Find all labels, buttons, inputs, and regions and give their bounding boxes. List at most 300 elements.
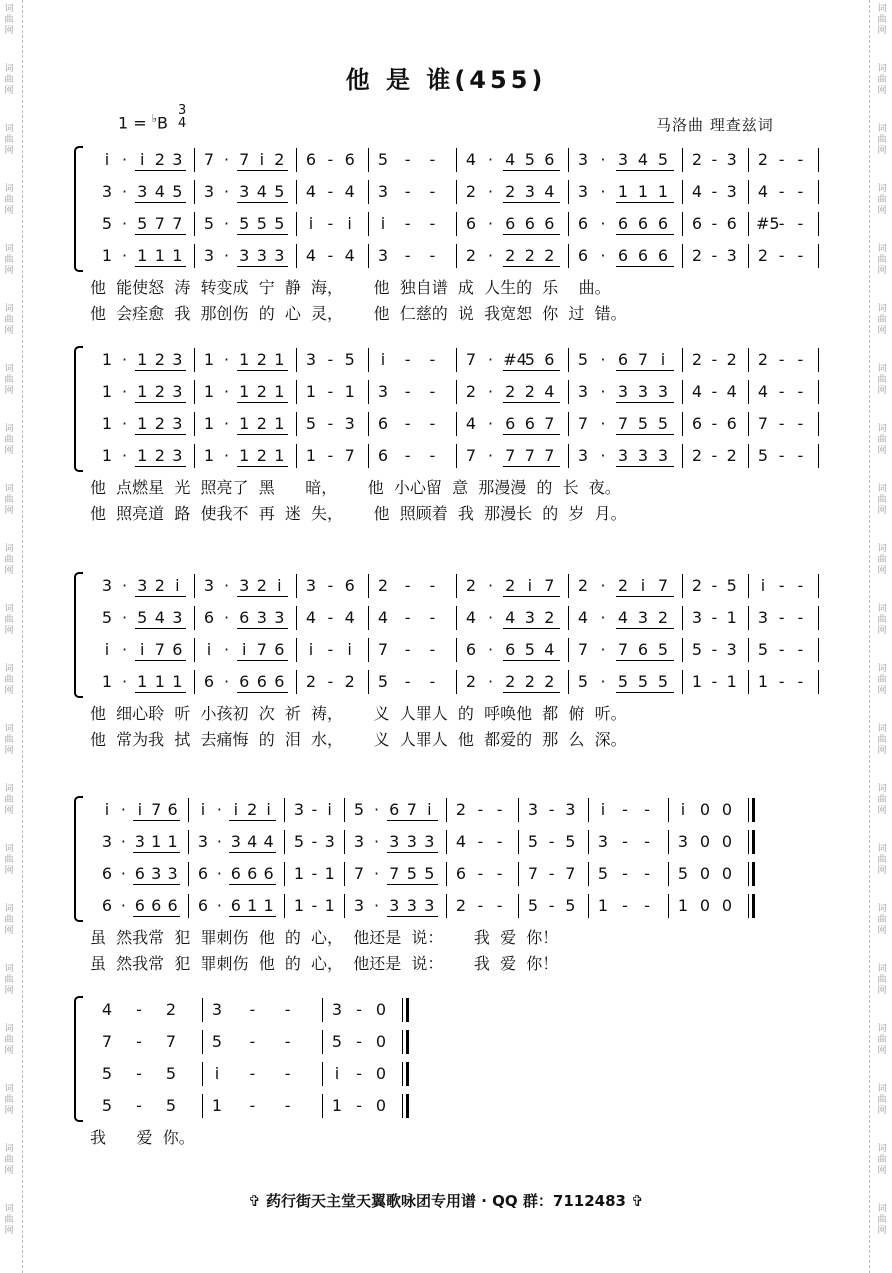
watermark-text xyxy=(3,484,15,517)
barline xyxy=(568,412,569,436)
note: 4 xyxy=(305,182,317,201)
note: 2 xyxy=(691,446,703,465)
system-brace xyxy=(74,796,83,922)
barline xyxy=(588,798,589,822)
barline xyxy=(296,180,297,204)
watermark-text xyxy=(876,724,888,757)
note: - xyxy=(404,350,411,369)
note: - xyxy=(711,150,718,169)
watermark-char: 词 xyxy=(877,544,887,554)
barline xyxy=(296,148,297,172)
lyric-line: 他 点燃星 光 照亮了 黑 暗， 他 小心留 意 那漫漫 的 长 夜。 xyxy=(90,478,621,497)
note: · xyxy=(224,350,230,369)
barline xyxy=(296,638,297,662)
barline xyxy=(682,180,683,204)
barline xyxy=(194,444,195,468)
barline xyxy=(456,212,457,236)
note: 2 xyxy=(256,446,267,465)
note: 7 xyxy=(154,214,165,233)
barline xyxy=(818,412,819,436)
eighth-beam xyxy=(616,628,674,629)
note: - xyxy=(711,608,718,627)
note: 3 xyxy=(657,382,669,401)
note: 5 xyxy=(657,150,669,169)
note: 0 xyxy=(721,864,733,883)
barline xyxy=(518,894,519,918)
watermark-char: 网 xyxy=(4,326,14,336)
note: 1 xyxy=(203,382,215,401)
note: - xyxy=(711,576,718,595)
watermark-char: 曲 xyxy=(4,15,14,25)
note: 1 xyxy=(274,414,285,433)
note: 3 xyxy=(353,832,365,851)
note: - xyxy=(327,182,334,201)
note: - xyxy=(622,896,628,915)
watermark-char: 词 xyxy=(4,724,14,734)
note: - xyxy=(711,214,718,233)
barline xyxy=(202,1030,203,1054)
note: 3 xyxy=(637,382,649,401)
note: · xyxy=(488,576,494,595)
barline xyxy=(748,380,749,404)
note: 5 xyxy=(757,640,769,659)
barline xyxy=(368,670,369,694)
watermark-char: 词 xyxy=(877,304,887,314)
note: 4 xyxy=(247,832,258,851)
note: · xyxy=(374,896,380,915)
note: 1 xyxy=(726,672,737,691)
note: 4 xyxy=(154,182,165,201)
barline xyxy=(818,244,819,268)
watermark-char: 曲 xyxy=(4,195,14,205)
barline xyxy=(202,1062,203,1086)
eighth-beam xyxy=(503,660,560,661)
note: - xyxy=(327,640,334,659)
note: - xyxy=(797,246,804,265)
note: · xyxy=(224,246,230,265)
note: 1 xyxy=(203,414,215,433)
note: 5 xyxy=(527,832,539,851)
note: · xyxy=(600,640,606,659)
note: 4 xyxy=(465,608,477,627)
watermark-char: 曲 xyxy=(877,255,887,265)
note: 6 xyxy=(389,800,400,819)
watermark-char: 曲 xyxy=(4,75,14,85)
watermark-char: 曲 xyxy=(4,135,14,145)
note: - xyxy=(778,214,785,233)
note: 6 xyxy=(134,864,145,883)
eighth-beam xyxy=(237,370,288,371)
note: 1 xyxy=(101,382,113,401)
note: 1 xyxy=(137,446,148,465)
note: 7 xyxy=(151,800,162,819)
eighth-beam xyxy=(133,820,180,821)
note: #5 xyxy=(756,214,780,233)
note: 1 xyxy=(239,414,250,433)
barline xyxy=(296,670,297,694)
note: · xyxy=(224,608,230,627)
note: · xyxy=(488,382,494,401)
barline xyxy=(588,894,589,918)
barline xyxy=(456,444,457,468)
eighth-beam xyxy=(229,884,276,885)
note: - xyxy=(622,832,628,851)
barline xyxy=(682,670,683,694)
barline xyxy=(194,606,195,630)
note: 2 xyxy=(757,246,769,265)
watermark-char: 曲 xyxy=(4,675,14,685)
note: 5 xyxy=(657,672,669,691)
lyric-line: 他 照亮道 路 使我不 再 迷 失， 他 照顾着 我 那漫长 的 岁 月。 xyxy=(90,504,627,523)
note: i xyxy=(660,350,666,369)
note: 5 xyxy=(597,864,609,883)
note: i xyxy=(308,640,314,659)
watermark-char: 词 xyxy=(4,1084,14,1094)
note: i xyxy=(139,150,145,169)
note: · xyxy=(488,446,494,465)
watermark-text xyxy=(3,544,15,577)
note: 3 xyxy=(527,800,539,819)
watermark-char: 网 xyxy=(4,86,14,96)
barline xyxy=(344,830,345,854)
note: - xyxy=(249,1064,256,1083)
watermark-text xyxy=(3,784,15,817)
watermark-text xyxy=(3,664,15,697)
note: · xyxy=(600,446,606,465)
note: 6 xyxy=(230,864,241,883)
barline xyxy=(588,862,589,886)
eighth-beam xyxy=(237,434,288,435)
note: 6 xyxy=(544,150,555,169)
barline xyxy=(456,348,457,372)
note: - xyxy=(356,1096,362,1115)
note: 4 xyxy=(757,382,769,401)
eighth-beam xyxy=(135,266,186,267)
note: 1 xyxy=(239,446,250,465)
watermark-char: 词 xyxy=(877,184,887,194)
barline xyxy=(518,798,519,822)
note: 7 xyxy=(617,414,629,433)
note: - xyxy=(404,446,411,465)
watermark-char: 词 xyxy=(877,1144,887,1154)
note: · xyxy=(600,414,606,433)
watermark-char: 曲 xyxy=(4,855,14,865)
note: 4 xyxy=(465,414,477,433)
watermark-char: 词 xyxy=(4,64,14,74)
note: - xyxy=(711,446,718,465)
barline xyxy=(194,638,195,662)
eighth-beam xyxy=(616,234,674,235)
eighth-beam xyxy=(503,466,560,467)
note: - xyxy=(548,896,555,915)
lyric-line: 他 会痊愈 我 那创伤 的 心 灵， 他 仁慈的 说 我宽恕 你 过 错。 xyxy=(90,304,627,323)
final-barline xyxy=(402,998,409,1022)
note: 3 xyxy=(344,414,355,433)
note: 2 xyxy=(154,350,165,369)
note: 5 xyxy=(377,150,389,169)
note: i xyxy=(327,800,332,819)
barline xyxy=(188,894,189,918)
watermark-text xyxy=(3,964,15,997)
note: - xyxy=(797,350,804,369)
note: 2 xyxy=(154,382,165,401)
note: 3 xyxy=(151,864,162,883)
eighth-beam xyxy=(503,234,560,235)
eighth-beam xyxy=(237,202,288,203)
barline xyxy=(568,670,569,694)
watermark-char: 网 xyxy=(4,626,14,636)
note: 1 xyxy=(617,182,629,201)
note: · xyxy=(224,150,230,169)
note: · xyxy=(488,182,494,201)
note: 6 xyxy=(134,896,145,915)
note: 2 xyxy=(544,246,555,265)
watermark-char: 网 xyxy=(4,866,14,876)
watermark-text xyxy=(876,484,888,517)
note: - xyxy=(327,246,334,265)
eighth-beam xyxy=(237,596,288,597)
system-brace xyxy=(74,572,83,698)
note: 2 xyxy=(505,182,516,201)
note: 1 xyxy=(324,896,335,915)
note: 2 xyxy=(757,350,769,369)
note: 2 xyxy=(344,672,355,691)
note: 3 xyxy=(274,608,285,627)
note: · xyxy=(122,608,128,627)
note: 1 xyxy=(101,446,113,465)
watermark-text xyxy=(876,904,888,937)
watermark-char: 词 xyxy=(4,1024,14,1034)
note: · xyxy=(122,576,128,595)
watermark-char: 网 xyxy=(4,386,14,396)
note: 2 xyxy=(691,350,703,369)
note: · xyxy=(216,832,222,851)
note: 0 xyxy=(699,864,711,883)
note: 5 xyxy=(137,214,148,233)
note: 6 xyxy=(167,896,178,915)
note: i xyxy=(139,640,145,659)
final-barline xyxy=(402,1062,409,1086)
note: 2 xyxy=(524,246,535,265)
watermark-char: 网 xyxy=(877,986,887,996)
barline xyxy=(446,894,447,918)
barline xyxy=(194,670,195,694)
watermark-text xyxy=(876,604,888,637)
note: 7 xyxy=(165,1032,177,1051)
note: - xyxy=(429,182,436,201)
note: 6 xyxy=(151,896,162,915)
barline xyxy=(456,574,457,598)
watermark-char: 网 xyxy=(4,1046,14,1056)
barline xyxy=(456,180,457,204)
note: 4 xyxy=(377,608,389,627)
watermark-char: 网 xyxy=(4,206,14,216)
note: i xyxy=(308,214,314,233)
note: · xyxy=(224,672,230,691)
note: 2 xyxy=(544,672,555,691)
note: 6 xyxy=(274,672,285,691)
note: i xyxy=(427,800,432,819)
note: 3 xyxy=(305,576,317,595)
watermark-char: 网 xyxy=(877,626,887,636)
note: 5 xyxy=(101,608,113,627)
note: 4 xyxy=(455,832,467,851)
note: - xyxy=(429,382,436,401)
watermark-text xyxy=(3,424,15,457)
note: - xyxy=(404,576,411,595)
note: 6 xyxy=(197,896,209,915)
note: i xyxy=(175,576,180,595)
note: - xyxy=(404,672,411,691)
note: 1 xyxy=(137,246,148,265)
note: 2 xyxy=(726,350,737,369)
barline xyxy=(296,574,297,598)
note: - xyxy=(136,1000,142,1019)
note: - xyxy=(429,446,436,465)
barline xyxy=(456,670,457,694)
note: 6 xyxy=(203,672,215,691)
note: · xyxy=(224,182,230,201)
watermark-char: 曲 xyxy=(877,195,887,205)
note: 5 xyxy=(165,1064,177,1083)
note: 5 xyxy=(274,182,285,201)
barline xyxy=(682,380,683,404)
eighth-beam xyxy=(616,202,674,203)
barline xyxy=(568,212,569,236)
watermark-char: 曲 xyxy=(4,555,14,565)
note: 4 xyxy=(305,246,317,265)
note: 2 xyxy=(465,182,477,201)
note: - xyxy=(284,1064,291,1083)
barline xyxy=(446,830,447,854)
watermark-char: 词 xyxy=(4,1204,14,1214)
note: 5 xyxy=(406,864,417,883)
note: - xyxy=(778,608,785,627)
note: 7 xyxy=(505,446,516,465)
watermark-char: 曲 xyxy=(4,915,14,925)
watermark-char: 网 xyxy=(4,26,14,36)
note: · xyxy=(122,214,128,233)
watermark-char: 曲 xyxy=(4,1215,14,1225)
watermark-char: 词 xyxy=(4,904,14,914)
note: · xyxy=(600,382,606,401)
barline xyxy=(344,862,345,886)
note: 2 xyxy=(757,150,769,169)
note: 7 xyxy=(527,864,539,883)
note: i xyxy=(380,350,386,369)
barline xyxy=(748,574,749,598)
watermark-char: 网 xyxy=(4,926,14,936)
note: 2 xyxy=(465,246,477,265)
barline xyxy=(296,380,297,404)
note: 4 xyxy=(544,182,555,201)
note: 3 xyxy=(137,182,148,201)
watermark-char: 网 xyxy=(877,926,887,936)
note: · xyxy=(600,576,606,595)
note: 5 xyxy=(691,640,703,659)
barline xyxy=(682,412,683,436)
lyric-line: 他 常为我 拭 去痛悔 的 泪 水， 义 人罪人 他 都爱的 那 么 深。 xyxy=(90,730,627,749)
watermark-char: 曲 xyxy=(4,1095,14,1105)
note: 5 xyxy=(617,672,629,691)
note: 2 xyxy=(274,150,285,169)
watermark-text xyxy=(3,364,15,397)
note: 1 xyxy=(203,350,215,369)
watermark-char: 曲 xyxy=(877,555,887,565)
note: - xyxy=(711,672,718,691)
note: - xyxy=(429,608,436,627)
watermark-char: 词 xyxy=(4,364,14,374)
watermark-text xyxy=(876,1144,888,1177)
watermark-char: 网 xyxy=(877,1046,887,1056)
watermark-char: 词 xyxy=(4,244,14,254)
watermark-text xyxy=(876,124,888,157)
note: 5 xyxy=(637,414,649,433)
note: 3 xyxy=(565,800,576,819)
note: 6 xyxy=(344,150,355,169)
barline xyxy=(668,798,669,822)
barline xyxy=(368,212,369,236)
note: - xyxy=(327,350,334,369)
note: · xyxy=(120,864,126,883)
note: - xyxy=(778,672,785,691)
note: i xyxy=(137,800,143,819)
note: 2 xyxy=(617,576,629,595)
note: 0 xyxy=(375,1000,387,1019)
note: 3 xyxy=(377,246,389,265)
note: 4 xyxy=(465,150,477,169)
barline xyxy=(284,798,285,822)
barline xyxy=(588,830,589,854)
watermark-char: 曲 xyxy=(4,495,14,505)
note: - xyxy=(778,182,785,201)
note: - xyxy=(249,1096,256,1115)
note: 3 xyxy=(406,832,417,851)
note: 1 xyxy=(344,382,355,401)
note: 3 xyxy=(637,446,649,465)
note: 1 xyxy=(172,672,183,691)
watermark-text xyxy=(876,844,888,877)
barline xyxy=(818,670,819,694)
note: 4 xyxy=(617,608,629,627)
note: 3 xyxy=(203,246,215,265)
barline xyxy=(368,444,369,468)
flat-symbol: ♭ xyxy=(151,112,157,125)
watermark-char: 曲 xyxy=(4,375,14,385)
watermark-char: 词 xyxy=(4,964,14,974)
note: 1 xyxy=(137,350,148,369)
note: 0 xyxy=(699,832,711,851)
note: - xyxy=(429,350,436,369)
note: 3 xyxy=(377,382,389,401)
note: - xyxy=(496,800,503,819)
note: 3 xyxy=(172,608,183,627)
watermark-char: 词 xyxy=(877,484,887,494)
eighth-beam xyxy=(229,820,276,821)
eighth-beam xyxy=(237,234,288,235)
note: 6 xyxy=(637,246,649,265)
barline xyxy=(368,244,369,268)
note: 3 xyxy=(577,150,589,169)
note: 3 xyxy=(293,800,305,819)
barline xyxy=(456,412,457,436)
note: 1 xyxy=(293,896,305,915)
note: i xyxy=(233,800,239,819)
barline xyxy=(568,574,569,598)
watermark-char: 词 xyxy=(4,484,14,494)
barline xyxy=(748,638,749,662)
note: 3 xyxy=(726,640,737,659)
